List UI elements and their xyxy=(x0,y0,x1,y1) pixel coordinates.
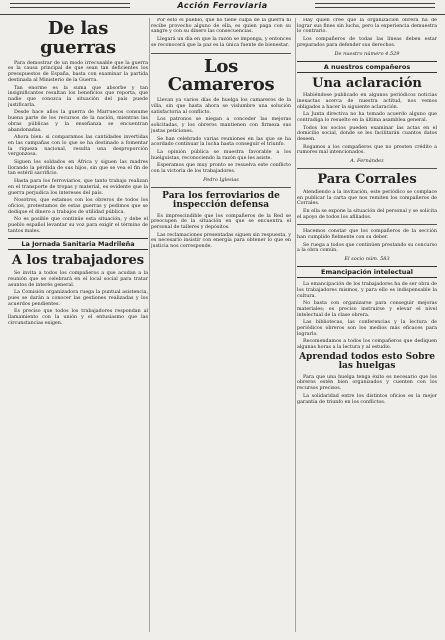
paragraph: En ella se expone la situación del personal y se solicita el apoyo de todos los afiliados. xyxy=(297,208,437,220)
paragraph: Todos los socios pueden examinar las actas en el domicilio social, donde se les facilitarán cuantos datos deseen. xyxy=(297,125,437,143)
article-body xyxy=(297,229,437,254)
paragraph: Es imprescindible que los compañeros de la Red se preocupen de la situación en que se encuentra el personal de talleres y depósitos. xyxy=(151,213,291,231)
paragraph: Se invita a todos los compañeros a que acudan a la reunión que se celebrará en el local social para tratar asuntos de interés general. xyxy=(8,271,148,288)
paragraph: Para demostrar de un modo irrecusable que la guerra es la causa principal de que sean tan deficientes los presupuestos de España, basta con examinar la partida destinada al Ministerio de la Guerra. xyxy=(8,60,148,83)
column-2 xyxy=(151,18,291,632)
column-1 xyxy=(8,18,148,632)
divider xyxy=(297,224,437,225)
paragraph: Se ruega a todos que continúen prestando su concurso a la obra común. xyxy=(297,242,437,254)
divider xyxy=(297,168,437,169)
divider xyxy=(151,53,291,54)
paragraph: Tan enorme es la suma que absorbe y tan insignificantes resultan los beneficios que reporta, que nadie que conozca la situación del país puede justificarla. xyxy=(8,85,148,108)
paragraph: La opinión pública se muestra favorable a los huelguistas, reconociendo la razón que les asiste. xyxy=(151,149,291,161)
paragraph: Hay quien cree que la organización obrera ha de lograr sus fines sin lucha, pero la experiencia demuestra lo contrario. xyxy=(297,18,437,35)
article-body xyxy=(297,282,437,351)
paragraph: Los compañeros de todas las líneas deben estar preparados para defender sus derechos. xyxy=(297,37,437,48)
headline: Aprendad todos esto Sobre las huelgas xyxy=(299,351,435,372)
signature: A. Fernández xyxy=(350,158,384,165)
headline: Para Corrales xyxy=(317,172,417,188)
paragraph: La Comisión organizadora ruega la puntual asistencia, pues se darán a conocer las gestiones realizadas y los acuerdos pendientes. xyxy=(8,290,148,307)
article-body xyxy=(8,271,148,326)
paragraph: Para que una huelga tenga éxito es necesario que los obreros estén bien organizados y cuenten con los recursos precisos. xyxy=(297,374,437,392)
headline: Para los ferroviarios de inspección defensa xyxy=(162,190,280,211)
paragraph: La Junta directiva no ha tomado acuerdo alguno que contradiga lo resuelto en la última asamblea general. xyxy=(297,112,437,123)
masthead-rule-right xyxy=(315,3,435,8)
signature: El socio núm. 583 xyxy=(344,256,390,263)
paragraph: No basta con organizarse para conseguir mejoras materiales; es preciso instruirse y elevar el nivel intelectual de la clase obrera. xyxy=(297,301,437,318)
paragraph: Recomendamos a todos los compañeros que dediquen algunas horas a la lectura y al estudio. xyxy=(297,339,437,351)
article-body xyxy=(151,18,291,49)
section-heading: Emancipación intelectual xyxy=(297,266,437,278)
paragraph: Las reclamaciones presentadas siguen sin respuesta, y es necesario insistir con energía para obtener lo que en justicia nos corresponde. xyxy=(151,232,291,250)
paragraph: Por esto el pueblo, que no tiene culpa de la guerra ni recibe provecho alguno de ella, es quien paga con su sangre y con su dinero las consecuencias. xyxy=(151,18,291,35)
signature: Pedro Iglesias xyxy=(203,176,239,183)
column-3 xyxy=(297,18,437,632)
headline: De las guerras xyxy=(40,18,116,58)
column-rule xyxy=(295,18,296,632)
headline: Una aclaración xyxy=(312,75,422,91)
paragraph: Desde hace años la guerra de Marruecos consume buena parte de los recursos de la nación, mientras las obras públicas y la enseñanza se encuentran abandonadas. xyxy=(8,110,148,133)
section-heading: La Jornada Sanitaria Madrileña xyxy=(8,238,148,250)
headline: Los Camareros xyxy=(167,55,275,96)
paragraph: Atendiendo a la invitación, este periódico se complace en publicar la carta que nos remiten los compañeros de Corrales. xyxy=(297,189,437,207)
article-body xyxy=(297,18,437,49)
paragraph: Los patronos se niegan a conceder las mejoras solicitadas, y los obreros mantienen con firmeza sus justas peticiones. xyxy=(151,117,291,134)
article-body xyxy=(151,214,291,250)
signature: De nuestro número 4.529 xyxy=(334,50,400,57)
paragraph: Hasta para los ferroviarios, que tanto trabajo realizan en el transporte de tropas y material, es evidente que la guerra perjudica los intereses del país. xyxy=(8,179,148,196)
paragraph: Llevan ya varios días de huelga los camareros de la villa, sin que hasta ahora se vislumbre una solución satisfactoria al conflicto. xyxy=(151,98,291,115)
paragraph: Siguen los soldados en África y siguen las madres llorando la pérdida de sus hijos, sin que se vea el fin de tan estéril sacrificio. xyxy=(8,160,148,177)
article-body xyxy=(151,98,291,174)
article-body xyxy=(297,190,437,221)
paragraph: Hacemos constar que los compañeros de la sección han cumplido fielmente con su deber. xyxy=(297,229,437,241)
masthead-title: Acción Ferroviaria xyxy=(177,1,268,10)
paragraph: Se han celebrado varias reuniones en las que se ha acordado continuar la lucha hasta conseguir el triunfo. xyxy=(151,136,291,148)
paragraph: Las bibliotecas, las conferencias y la lectura de periódicos obreros son los medios más eficaces para lograrlo. xyxy=(297,320,437,337)
paragraph: La emancipación de los trabajadores ha de ser obra de los trabajadores mismos, y para ello es indispensable la cultura. xyxy=(297,282,437,299)
article-body xyxy=(8,61,148,235)
paragraph: Rogamos a los compañeros que no presten crédito a rumores mal intencionados. xyxy=(297,144,437,156)
paragraph: Ahora bien: si comparamos las cantidades invertidas en las campañas con lo que se ha destinado a fomentar la riqueza nacional, resulta una desproporción vergonzosa. xyxy=(8,135,148,158)
paragraph: Llegará un día en que la razón se imponga, y entonces se reconocerá que la paz es la única fuente de bienestar. xyxy=(151,37,291,48)
paragraph: Es preciso que todos los trabajadores respondan al llamamiento con la unión y el entusiasmo que las circunstancias exigen. xyxy=(8,309,148,326)
article-body xyxy=(297,375,437,406)
paragraph: No es posible que continúe esta situación, y debe el pueblo español levantar su voz para exigir el término de tantos males. xyxy=(8,217,148,234)
paragraph: La solidaridad entre los distintos oficios es la mejor garantía de triunfo en los conflictos. xyxy=(297,393,437,405)
section-heading: A nuestros compañeros xyxy=(297,61,437,73)
column-rule xyxy=(149,18,150,632)
divider xyxy=(151,187,291,188)
paragraph: Nosotros, que estamos con los obreros de todos los oficios, protestamos de estas guerras y pedimos que se dedique el dinero a trabajos de utilidad pública. xyxy=(8,198,148,215)
paragraph: Habiéndose publicado en algunos periódicos noticias inexactas acerca de nuestra actitud, nos vemos obligados a hacer la siguiente aclaración. xyxy=(297,93,437,110)
paragraph: Esperamos que muy pronto se resuelva este conflicto con la victoria de los trabajadores. xyxy=(151,163,291,175)
headline: A los trabajadores xyxy=(11,253,145,269)
masthead xyxy=(0,0,445,15)
article-body xyxy=(297,93,437,156)
